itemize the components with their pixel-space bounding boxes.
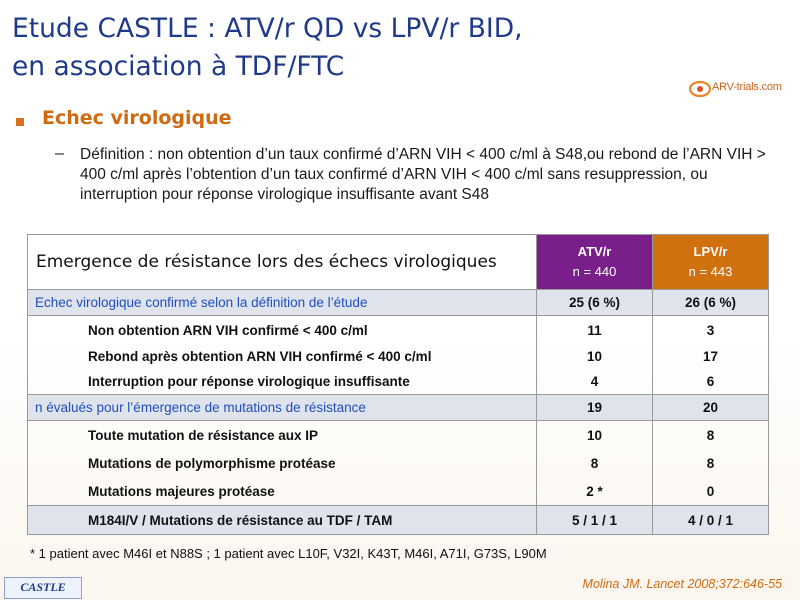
row-atv-value: 11 (537, 316, 653, 345)
table-row (28, 477, 769, 506)
row-label: M184I/V / Mutations de résistance au TDF / TAM (28, 506, 537, 535)
row-lpv-value: 17 (653, 344, 769, 369)
header-atv (537, 235, 653, 290)
title-line-2: en association à TDF/FTC (12, 51, 345, 82)
row-label: Mutations majeures protéase (28, 477, 537, 506)
row-label: Echec virologique confirmé selon la définition de l’étude (28, 290, 537, 316)
row-lpv-value: 26 (6 %) (653, 290, 769, 316)
table-row (28, 421, 769, 450)
row-label: Rebond après obtention ARN VIH confirmé < 400 c/ml (28, 344, 537, 369)
arv-trials-logo (688, 76, 798, 100)
row-atv-value: 2 * (537, 477, 653, 506)
resistance-table (27, 234, 769, 535)
table-row (28, 290, 769, 316)
reference-citation: Molina JM. Lancet 2008;372:646-55 (582, 577, 782, 591)
table-row (28, 344, 769, 369)
row-label: n évalués pour l’émergence de mutations de résistance (28, 395, 537, 421)
sub-bullet-dash: – (55, 145, 64, 162)
row-atv-value: 19 (537, 395, 653, 421)
table-row (28, 506, 769, 535)
row-atv-value: 8 (537, 449, 653, 477)
definition-text: Définition : non obtention d’un taux confirmé d’ARN VIH < 400 c/ml à S48,ou rebond de l’ARN VIH > 400 c/ml après l’obtention d’un taux confirmé d’ARN VIH < 400 c/ml sans resuppression, ou interruption pour réponse virologique insuffisante avant S48 (80, 146, 766, 203)
header-atv-n: n = 440 (572, 264, 617, 279)
title-line-1: Etude CASTLE : ATV/r QD vs LPV/r BID, (12, 13, 523, 44)
row-lpv-value: 8 (653, 421, 769, 450)
row-label: Toute mutation de résistance aux IP (28, 421, 537, 450)
table-row (28, 316, 769, 345)
row-atv-value: 10 (537, 421, 653, 450)
header-atv-name: ATV/r (577, 244, 612, 259)
table-row (28, 449, 769, 477)
row-lpv-value: 4 / 0 / 1 (653, 506, 769, 535)
header-lpv-name: LPV/r (693, 244, 728, 259)
header-lpv-n: n = 443 (688, 264, 733, 279)
header-lpv (653, 235, 769, 290)
row-lpv-value: 6 (653, 369, 769, 395)
table-row (28, 395, 769, 421)
row-label: Interruption pour réponse virologique insuffisante (28, 369, 537, 395)
row-lpv-value: 3 (653, 316, 769, 345)
row-lpv-value: 20 (653, 395, 769, 421)
row-label: Non obtention ARN VIH confirmé < 400 c/ml (28, 316, 537, 345)
table-header-row (28, 235, 769, 290)
row-atv-value: 5 / 1 / 1 (537, 506, 653, 535)
table-row (28, 369, 769, 395)
logo-text: ARV-trials.com (712, 81, 782, 93)
row-atv-value: 25 (6 %) (537, 290, 653, 316)
row-lpv-value: 0 (653, 477, 769, 506)
study-label-badge (4, 577, 82, 599)
footnote: * 1 patient avec M46I et N88S ; 1 patient avec L10F, V32I, K43T, M46I, A71I, G73S, L90M (30, 546, 547, 561)
row-atv-value: 4 (537, 369, 653, 395)
table-header-title: Emergence de résistance lors des échecs virologiques (28, 235, 537, 290)
bullet-heading: Echec virologique (42, 107, 232, 129)
row-label: Mutations de polymorphisme protéase (28, 449, 537, 477)
row-lpv-value: 8 (653, 449, 769, 477)
bullet-square-icon (16, 118, 24, 126)
study-label-text: CASTLE (20, 580, 66, 594)
row-atv-value: 10 (537, 344, 653, 369)
slide-title (12, 10, 523, 86)
